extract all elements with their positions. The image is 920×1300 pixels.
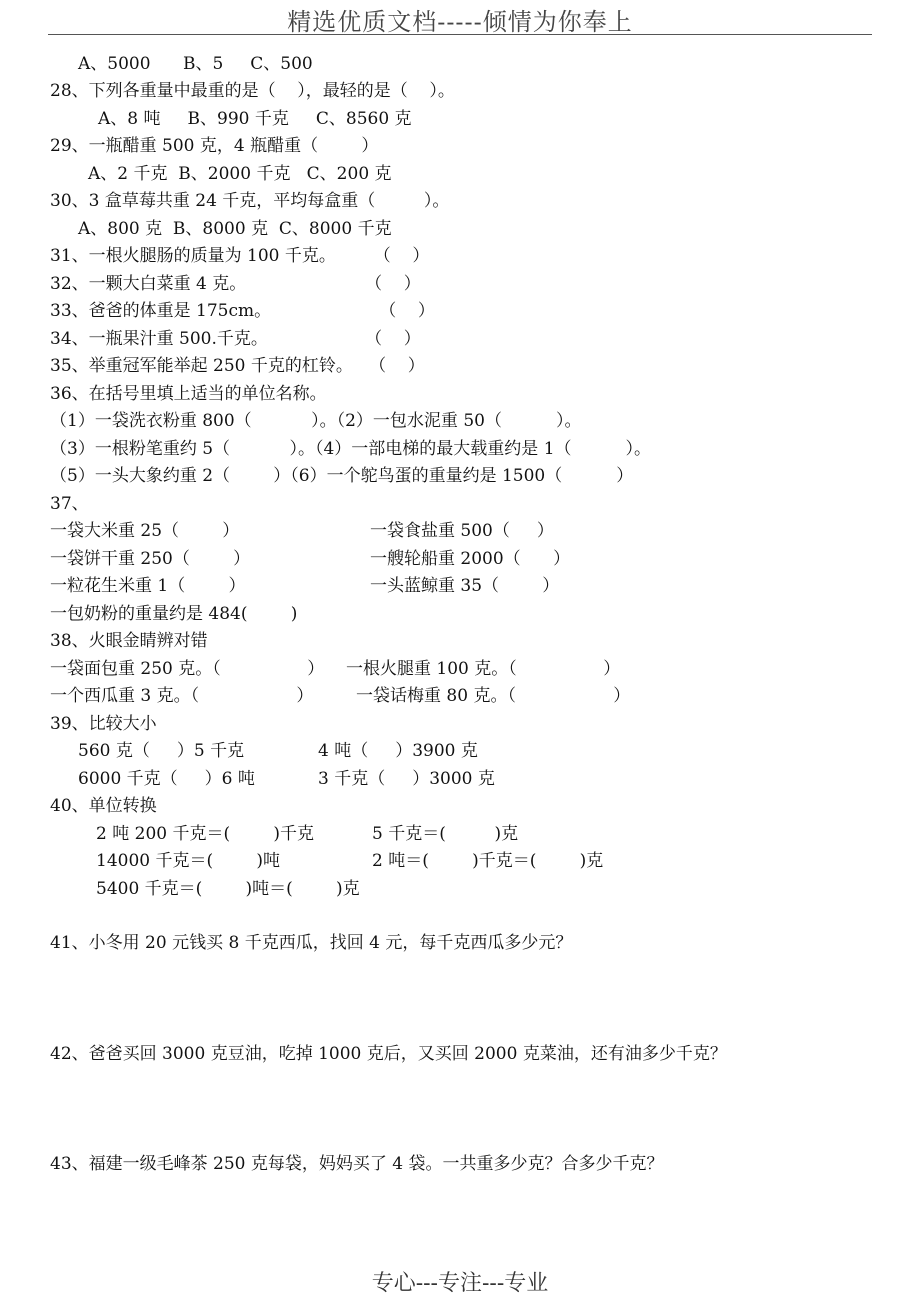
q36-row3: （5）一头大象约重 2（ ）（6）一个鸵鸟蛋的重量约是 1500（ ） — [50, 466, 634, 486]
q36-title: 36、在括号里填上适当的单位名称。 — [50, 384, 327, 404]
q37-item: 一粒花生米重 1（ ） — [50, 576, 246, 596]
q40-item: 5400 千克＝( )吨＝( )克 — [96, 879, 360, 899]
q38-item: 一个西瓜重 3 克。（ ） — [50, 686, 314, 706]
q37-item: 一头蓝鲸重 35（ ） — [370, 576, 560, 596]
q37-item: 一袋食盐重 500（ ） — [370, 521, 554, 541]
q35-text: 35、举重冠军能举起 250 千克的杠铃。 （ ） — [50, 356, 425, 376]
q36-row1: （1）一袋洗衣粉重 800（ ）。（2）一包水泥重 50（ ）。 — [50, 411, 582, 431]
q43-text: 43、福建一级毛峰茶 250 克每袋，妈妈买了 4 袋。一共重多少克？合多少千克？ — [50, 1154, 664, 1174]
header-rule — [48, 34, 872, 35]
q27-options: A、5000 B、5 C、500 — [78, 54, 313, 74]
q40-title: 40、单位转换 — [50, 796, 157, 816]
q42-text: 42、爸爸买回 3000 克豆油，吃掉 1000 克后，又买回 2000 克菜油，还有油多少千克？ — [50, 1044, 727, 1064]
q39-item: 3 千克（ ）3000 克 — [318, 769, 495, 789]
q37-item: 一艘轮船重 2000（ ） — [370, 549, 571, 569]
q40-item: 14000 千克＝( )吨 — [96, 851, 280, 871]
q39-item: 4 吨（ ）3900 克 — [318, 741, 478, 761]
q39-item: 560 克（ ）5 千克 — [78, 741, 245, 761]
q28-options: A、8 吨 B、990 千克 C、8560 克 — [98, 109, 412, 129]
q31-text: 31、一根火腿肠的质量为 100 千克。 （ ） — [50, 246, 430, 266]
q36-row2: （3）一根粉笔重约 5（ ）。（4）一部电梯的最大载重约是 1（ ）。 — [50, 439, 652, 459]
q37-title: 37、 — [50, 494, 89, 514]
q38-title: 38、火眼金睛辨对错 — [50, 631, 208, 651]
q38-item: 一根火腿重 100 克。（ ） — [346, 659, 621, 679]
q37-item: 一袋饼干重 250（ ） — [50, 549, 251, 569]
q37-item: 一袋大米重 25（ ） — [50, 521, 240, 541]
q29-options: A、2 千克 B、2000 千克 C、200 克 — [88, 164, 392, 184]
page-footer: 专心---专注---专业 — [371, 1271, 549, 1296]
q29-text: 29、一瓶醋重 500 克，4 瓶醋重（ ） — [50, 136, 379, 156]
q40-item: 2 吨 200 千克＝( )千克 — [96, 824, 314, 844]
q40-item: 2 吨＝( )千克＝( )克 — [372, 851, 604, 871]
q30-text: 30、3 盒草莓共重 24 千克，平均每盒重（ ）。 — [50, 191, 450, 211]
q34-text: 34、一瓶果汁重 500.千克。 （ ） — [50, 329, 421, 349]
page-header — [0, 0, 920, 36]
q38-item: 一袋面包重 250 克。（ ） — [50, 659, 325, 679]
q39-item: 6000 千克（ ）6 吨 — [78, 769, 255, 789]
q32-text: 32、一颗大白菜重 4 克。 （ ） — [50, 274, 421, 294]
q38-item: 一袋话梅重 80 克。（ ） — [356, 686, 631, 706]
q40-item: 5 千克＝( )克 — [372, 824, 519, 844]
header-title: 精选优质文档-----倾情为你奉上 — [287, 8, 633, 36]
q37-item: 一包奶粉的重量约是 484( ) — [50, 604, 298, 624]
q41-text: 41、小冬用 20 元钱买 8 千克西瓜，找回 4 元，每千克西瓜多少元？ — [50, 933, 573, 953]
q30-options: A、800 克 B、8000 克 C、8000 千克 — [78, 219, 392, 239]
q33-text: 33、爸爸的体重是 175cm。 （ ） — [50, 301, 435, 321]
q39-title: 39、比较大小 — [50, 714, 157, 734]
q28-text: 28、下列各重量中最重的是（ ），最轻的是（ ）。 — [50, 81, 455, 101]
